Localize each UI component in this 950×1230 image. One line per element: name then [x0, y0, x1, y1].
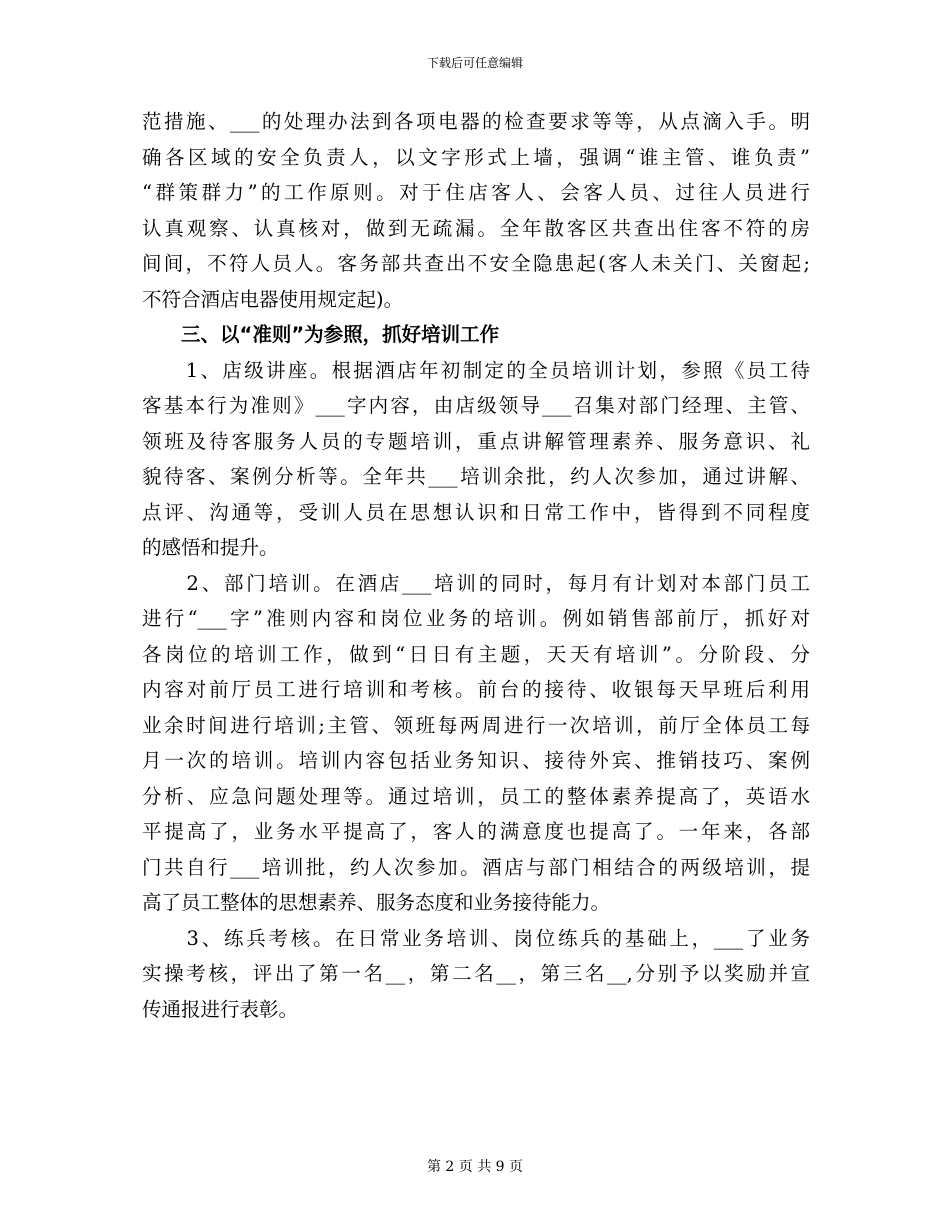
document-body — [142, 104, 810, 1027]
text-line: 客基本行为准则》___字内容，由店级领导___召集对部门经理、主管、 — [142, 394, 810, 417]
text-line: 传通报进行表彰。 — [142, 997, 299, 1021]
text-line: 的感悟和提升。 — [142, 536, 279, 559]
text-line: 2、部门培训。在酒店___培训的同时，每月有计划对本部门员工 — [142, 571, 810, 595]
text-line: 认真观察、认真核对，做到无疏漏。全年散客区共查出住客不符的房 — [142, 216, 810, 240]
text-line: 业余时间进行培训;主管、领班每两周进行一次培训，前厅全体员工每 — [142, 713, 810, 737]
text-line: 确各区域的安全负责人，以文字形式上墙，强调“谁主管、谁负责” — [142, 145, 810, 169]
text-line: 高了员工整体的思想素养、服务态度和业务接待能力。 — [142, 891, 611, 914]
page-number: 第 2 页 共 9 页 — [426, 1159, 524, 1175]
text-line: 间间，不符人员人。客务部共查出不安全隐患起(客人未关门、关窗起; — [142, 252, 810, 275]
text-line: 点评、沟通等，受训人员在思想认识和日常工作中，皆得到不同程度 — [142, 500, 810, 524]
text-line: 平提高了，业务水平提高了，客人的满意度也提高了。一年来，各部 — [142, 820, 810, 843]
text-line: 3、练兵考核。在日常业务培训、岗位练兵的基础上，___了业务 — [142, 926, 810, 950]
text-line: 月一次的培训。培训内容包括业务知识、接待外宾、推销技巧、案例 — [142, 749, 810, 772]
text-line: 门共自行___培训批，约人次参加。酒店与部门相结合的两级培训，提 — [142, 855, 810, 879]
text-line: 领班及待客服务人员的专题培训，重点讲解管理素养、服务意识、礼 — [142, 429, 810, 453]
text-line: 不符合酒店电器使用规定起)。 — [142, 287, 404, 311]
text-line: 进行“___字”准则内容和岗位业务的培训。例如销售部前厅，抓好对 — [142, 607, 810, 630]
text-line: 范措施、___的处理办法到各项电器的检查要求等等，从点滴入手。明 — [142, 110, 810, 133]
text-line: 貌待客、案例分析等。全年共___培训余批，约人次参加，通过讲解、 — [142, 465, 810, 488]
text-line: “群策群力”的工作原则。对于住店客人、会客人员、过往人员进行 — [142, 181, 810, 204]
text-line: 分析、应急问题处理等。通过培训，员工的整体素养提高了，英语水 — [142, 784, 810, 808]
text-line: 各岗位的培训工作，做到“日日有主题，天天有培训”。分阶段、分 — [142, 642, 810, 666]
page-header: 下载后可任意编辑 — [426, 56, 523, 70]
text-line: 实操考核，评出了第一名__，第二名__，第三名__,分别予以奖励并宣 — [142, 962, 810, 985]
text-line: 1、店级讲座。根据酒店年初制定的全员培训计划，参照《员工待 — [142, 358, 810, 382]
text-line: 内容对前厅员工进行培训和考核。前台的接待、收银每天早班后利用 — [142, 678, 810, 701]
section-heading: 三、以“准则”为参照，抓好培训工作 — [181, 323, 500, 346]
